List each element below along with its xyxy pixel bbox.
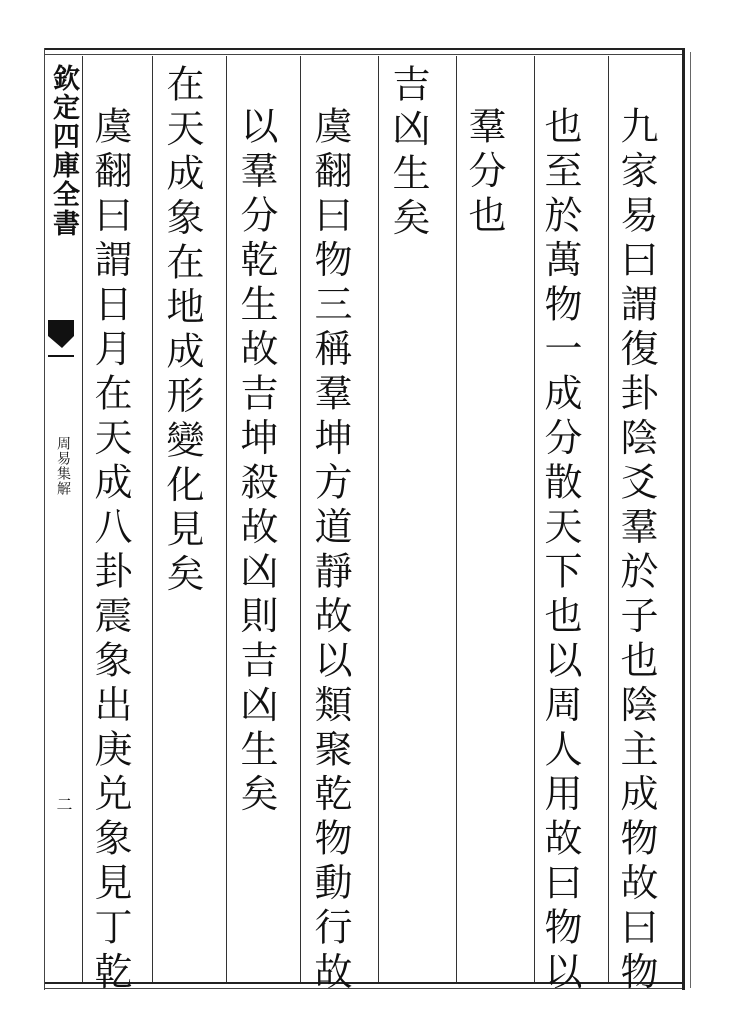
column-divider (300, 56, 301, 982)
collection-title: 欽定四庫全書 (48, 64, 79, 238)
page-number: 二 (54, 796, 73, 812)
frame-bottom-border (44, 982, 684, 984)
text-column-8: 虞翻曰謂日月在天成八卦震象出庚兑象見丁乾 (88, 106, 132, 996)
margin-divider (82, 56, 83, 982)
column-divider (534, 56, 535, 982)
column-divider (378, 56, 379, 982)
text-column-6: 以羣分乾生故吉坤殺故凶則吉凶生矣 (234, 106, 278, 818)
text-column-1: 九家易曰謂復卦陰爻羣於子也陰主成物故曰物 (614, 106, 658, 996)
column-divider (608, 56, 609, 982)
text-column-2: 也至於萬物一成分散天下也以周人用故曰物以 (538, 106, 582, 996)
column-divider (456, 56, 457, 982)
frame-top-inner-border (44, 54, 684, 55)
text-column-3: 羣分也 (462, 106, 506, 240)
frame-left-border (44, 48, 45, 990)
fish-tail-mark-icon (48, 318, 76, 360)
frame-top-border (44, 48, 684, 50)
book-title: 周易集解 (55, 436, 71, 496)
column-divider (226, 56, 227, 982)
text-column-7: 在天成象在地成形變化見矣 (160, 64, 204, 598)
frame-right-inner-border (690, 52, 691, 988)
text-column-5: 虞翻曰物三稱羣坤方道靜故以類聚乾物動行故 (308, 106, 352, 996)
text-column-4: 吉凶生矣 (386, 64, 430, 242)
column-divider (152, 56, 153, 982)
frame-right-border (682, 48, 685, 990)
frame-bottom-inner-border (44, 988, 684, 989)
